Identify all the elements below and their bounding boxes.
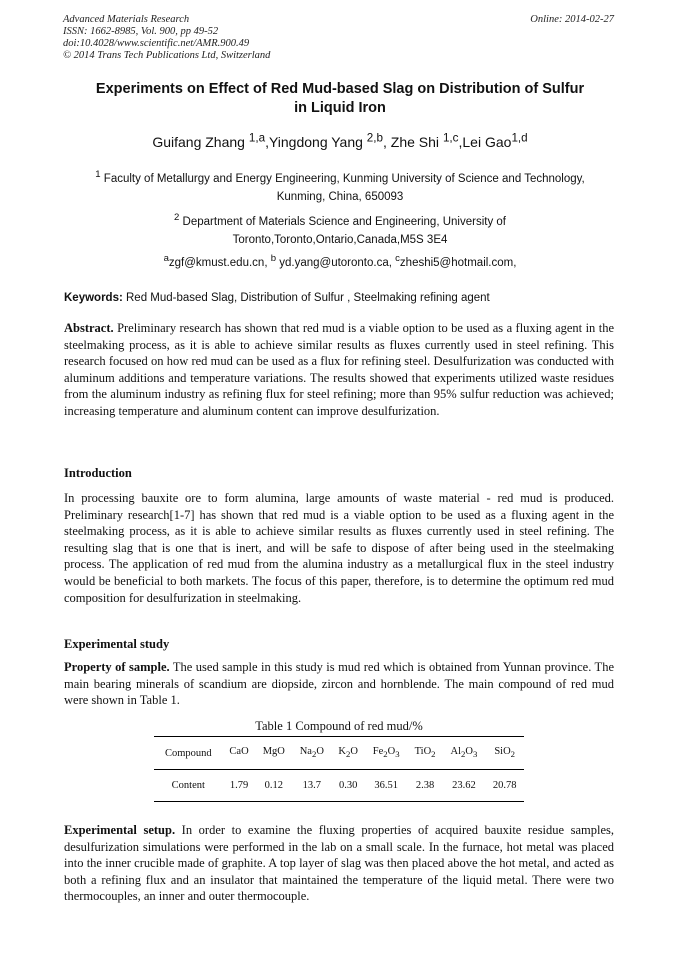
email-b: yd.yang@utoronto.ca,: [276, 256, 396, 269]
email-a: zgf@kmust.edu.cn,: [168, 256, 271, 269]
table-header-cell: $Na_2O$: [292, 737, 331, 770]
table-header-compound: Compound: [154, 737, 223, 770]
journal-name: Advanced Materials Research: [63, 14, 190, 25]
issn-line: ISSN: 1662-8985, Vol. 900, pp 49-52: [63, 26, 219, 37]
table-header-row: [154, 737, 524, 770]
table-cell: 23.62: [443, 770, 486, 802]
table-cell: 0.30: [332, 770, 365, 802]
table-row-label: Content: [154, 770, 223, 802]
keywords-label: Keywords:: [64, 292, 123, 304]
author-4: Lei Gao$^{1,d}$: [462, 131, 528, 150]
table-header-cell: SiO$_2$: [485, 737, 524, 770]
keywords-text: Red Mud-based Slag, Distribution of Sulfur , Steelmaking refining agent: [122, 292, 490, 304]
online-date: Online: 2014-02-27: [530, 14, 614, 25]
table-cell: 36.51: [365, 770, 408, 802]
table-header-cell: CaO: [223, 737, 256, 770]
table-cell: 0.12: [255, 770, 292, 802]
affiliation-2: $^2$ Department of Materials Science and Engineering, University of Toronto,Toronto,Ontario,Canada,M5S 3E4: [174, 212, 506, 246]
experimental-heading: Experimental study: [64, 637, 170, 651]
table-header-cell: $K_2O$: [332, 737, 365, 770]
setup-text: In order to examine the fluxing properties of acquired bauxite residue samples, desulfurization simulations were performed in the lab on a small scale. In the furnace, hot metal was placed into the inner crucible made of graphite. A top layer of slag was then placed above the hot metal, and acted as both a refining flux and an insulator that maintained the temperature of the liquid metal. There were two thermocouples, an inner and outer thermocouple.: [64, 823, 614, 904]
copyright-line: © 2014 Trans Tech Publications Ltd, Switzerland: [63, 50, 271, 61]
compound-table: [154, 736, 524, 802]
keywords-line: [64, 292, 490, 304]
abstract: [64, 320, 614, 420]
table-header-cell: $Fe_2O_3$: [365, 737, 408, 770]
author-2: Yingdong Yang $^{2,b}$,: [268, 131, 391, 150]
introduction-heading: Introduction: [64, 466, 132, 480]
author-list: [60, 131, 620, 150]
table-header-cell: TiO$_2$: [408, 737, 443, 770]
abstract-label: Abstract.: [64, 321, 114, 335]
table-header-cell: $Al_2O_3$: [443, 737, 486, 770]
abstract-text: Preliminary research has shown that red mud is a viable option to be used as a fluxing agent in the steelmaking process, as it is able to achieve similar results as fluxes currently used in steel refining. This research focused on how red mud can be used as a flux for refining steel. Desulfurization was conducted with aluminum additions and temperature variations. The results showed that experiments utilized waste residues from the aluminum industry as refining flux for steel refining; more than 95% sulfur reduction was achieved; increasing temperature and aluminum content can improve desulfurization.: [64, 321, 614, 418]
table-caption: Table 1 Compound of red mud/%: [255, 719, 423, 733]
paper-title: [60, 80, 620, 118]
email-c: zheshi5@hotmail.com,: [399, 256, 517, 269]
table-cell: 20.78: [485, 770, 524, 802]
affiliation-1: $^1$ Faculty of Metallurgy and Energy Engineering, Kunming University of Science and Technology, Kunming, China, 650093: [95, 169, 585, 203]
introduction-text: In processing bauxite ore to form alumina, large amounts of waste material - red mud is produced. Preliminary research[1-7] has shown that red mud is a viable option to be used as a fluxing agent in the steelmaking process, as it is able to achieve similar results as fluxes currently used in steel refining. The resulting slag that is one that is inert, and will be safe to dispose of after being used in the steelmaking process. The application of red mud from the alumina industry as a metallurgical flux in the steel industry would be beneficial to both markets. The focus of this paper, therefore, is to determine the optimum red mud composition for desulfurization in steelmaking.: [64, 491, 614, 605]
title-line-2: in Liquid Iron: [294, 100, 386, 116]
table-cell: 1.79: [223, 770, 256, 802]
experimental-setup: [64, 822, 614, 905]
property-of-sample: [64, 659, 614, 709]
table-cell: 2.38: [408, 770, 443, 802]
setup-label: Experimental setup.: [64, 823, 176, 837]
property-text: The used sample in this study is mud red which is obtained from Yunnan province. The main bearing minerals of scandium are diopside, zircon and hornblende. The main compound of red mud were shown in Table 1.: [64, 660, 614, 708]
table-cell: 13.7: [292, 770, 331, 802]
author-3: Zhe Shi $^{1,c}$,: [390, 131, 463, 150]
table-header-cell: MgO: [255, 737, 292, 770]
title-line-1: Experiments on Effect of Red Mud-based Slag on Distribution of Sulfur: [95, 81, 585, 97]
table-row: [154, 770, 524, 802]
journal-header: [63, 14, 270, 62]
author-1: Guifang Zhang $^{1,a}$,: [152, 131, 269, 150]
doi-line: doi:10.4028/www.scientific.net/AMR.900.49: [63, 38, 250, 49]
author-emails: $^a$zgf@kmust.edu.cn, $^b$ yd.yang@utoronto.ca, $^c$zheshi5@hotmail.com,: [163, 253, 517, 269]
property-label: Property of sample.: [64, 660, 170, 674]
